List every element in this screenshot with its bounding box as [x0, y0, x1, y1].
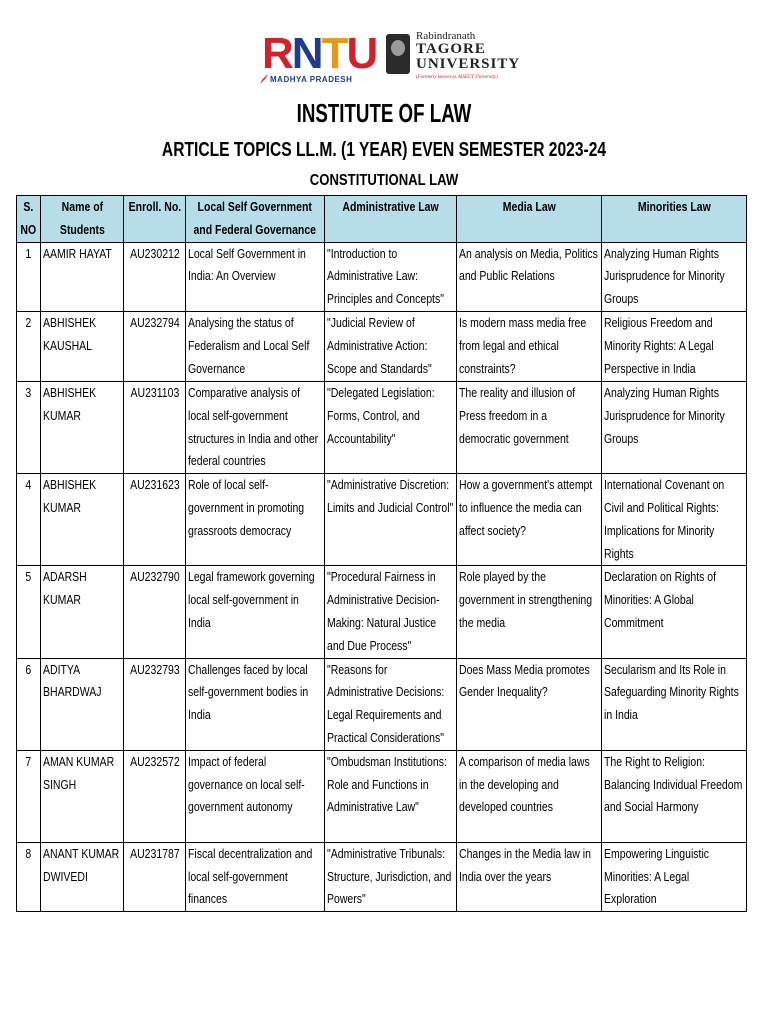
logo-university-name: Rabindranath TAGORE UNIVERSITY (Formerly known as AISECT University): [416, 30, 521, 80]
cell-name: ABHISHEK KUMAR: [41, 474, 124, 566]
portrait-icon: [386, 34, 410, 74]
cell-media-topic: The reality and illusion of Press freedom in a democratic government: [457, 381, 602, 473]
column-header-name: Name of Students: [41, 196, 124, 243]
column-header-enroll: Enroll. No.: [124, 196, 186, 243]
cell-minorities-topic: International Covenant on Civil and Political Rights: Implications for Minority Rights: [602, 474, 747, 566]
cell-name: ANANT KUMAR DWIVEDI: [41, 842, 124, 911]
cell-enroll: AU232790: [124, 566, 186, 658]
cell-media-topic: An analysis on Media, Politics and Public Relations: [457, 242, 602, 311]
cell-minorities-topic: Analyzing Human Rights Jurisprudence for Minority Groups: [602, 242, 747, 311]
pencil-icon: [260, 74, 268, 84]
cell-name: AAMIR HAYAT: [41, 242, 124, 311]
cell-minorities-topic: Empowering Linguistic Minorities: A Legal Exploration: [602, 842, 747, 911]
table-row: [17, 242, 747, 311]
cell-minorities-topic: Declaration on Rights of Minorities: A Global Commitment: [602, 566, 747, 658]
cell-media-topic: Is modern mass media free from legal and ethical constraints?: [457, 311, 602, 381]
cell-enroll: AU232572: [124, 750, 186, 842]
cell-enroll: AU232794: [124, 311, 186, 381]
cell-local-topic: Legal framework governing local self-government in India: [186, 566, 325, 658]
cell-enroll: AU230212: [124, 242, 186, 311]
cell-local-topic: Fiscal decentralization and local self-government finances: [186, 842, 325, 911]
cell-media-topic: Changes in the Media law in India over the years: [457, 842, 602, 911]
university-logo: [258, 28, 526, 90]
cell-media-topic: How a government's attempt to influence the media can affect society?: [457, 474, 602, 566]
cell-media-topic: Role played by the government in strengthening the media: [457, 566, 602, 658]
table-header-row: [17, 196, 747, 243]
section-title: CONSTITUTIONAL LAW: [309, 172, 459, 189]
cell-sno: 2: [17, 311, 41, 381]
cell-local-topic: Analysing the status of Federalism and Local Self Governance: [186, 311, 325, 381]
cell-local-topic: Role of local self-government in promoting grassroots democracy: [186, 474, 325, 566]
column-header-media-law: Media Law: [457, 196, 602, 243]
column-header-administrative-law: Administrative Law: [325, 196, 457, 243]
cell-name: ADITYA BHARDWAJ: [41, 658, 124, 750]
table-row: [17, 381, 747, 473]
cell-local-topic: Local Self Government in India: An Overview: [186, 242, 325, 311]
cell-admin-topic: "Administrative Discretion: Limits and Judicial Control": [325, 474, 457, 566]
cell-sno: 1: [17, 242, 41, 311]
cell-admin-topic: "Ombudsman Institutions: Role and Functions in Administrative Law": [325, 750, 457, 842]
cell-sno: 4: [17, 474, 41, 566]
cell-name: ABHISHEK KUMAR: [41, 381, 124, 473]
cell-minorities-topic: The Right to Religion: Balancing Individual Freedom and Social Harmony: [602, 750, 747, 842]
document-subtitle: ARTICLE TOPICS LL.M. (1 YEAR) EVEN SEMESTER 2023-24: [161, 139, 607, 161]
cell-minorities-topic: Analyzing Human Rights Jurisprudence for Minority Groups: [602, 381, 747, 473]
cell-admin-topic: "Reasons for Administrative Decisions: Legal Requirements and Practical Considerations": [325, 658, 457, 750]
cell-sno: 5: [17, 566, 41, 658]
cell-minorities-topic: Secularism and Its Role in Safeguarding Minority Rights in India: [602, 658, 747, 750]
cell-admin-topic: "Introduction to Administrative Law: Principles and Concepts": [325, 242, 457, 311]
logo-subtitle: MADHYA PRADESH: [270, 75, 353, 84]
cell-name: ABHISHEK KAUSHAL: [41, 311, 124, 381]
cell-admin-topic: "Administrative Tribunals: Structure, Jurisdiction, and Powers": [325, 842, 457, 911]
article-topics-table: [16, 195, 747, 912]
institute-title: INSTITUTE OF LAW: [296, 98, 472, 128]
table-row: [17, 474, 747, 566]
cell-media-topic: A comparison of media laws in the developing and developed countries: [457, 750, 602, 842]
cell-name: AMAN KUMAR SINGH: [41, 750, 124, 842]
cell-local-topic: Comparative analysis of local self-government structures in India and other federal countries: [186, 381, 325, 473]
logo-rntu-text: RNTU: [262, 29, 377, 78]
cell-admin-topic: "Delegated Legislation: Forms, Control, and Accountability": [325, 381, 457, 473]
cell-local-topic: Challenges faced by local self-government bodies in India: [186, 658, 325, 750]
cell-minorities-topic: Religious Freedom and Minority Rights: A Legal Perspective in India: [602, 311, 747, 381]
table-row: [17, 658, 747, 750]
table-row: [17, 311, 747, 381]
cell-sno: 7: [17, 750, 41, 842]
table-row: [17, 842, 747, 911]
cell-admin-topic: "Procedural Fairness in Administrative Decision-Making: Natural Justice and Due Process": [325, 566, 457, 658]
column-header-minorities-law: Minorities Law: [602, 196, 747, 243]
table-row: [17, 750, 747, 842]
cell-sno: 8: [17, 842, 41, 911]
cell-sno: 6: [17, 658, 41, 750]
cell-enroll: AU231103: [124, 381, 186, 473]
cell-enroll: AU232793: [124, 658, 186, 750]
cell-name: ADARSH KUMAR: [41, 566, 124, 658]
cell-local-topic: Impact of federal governance on local self-government autonomy: [186, 750, 325, 842]
cell-admin-topic: "Judicial Review of Administrative Action: Scope and Standards": [325, 311, 457, 381]
cell-enroll: AU231787: [124, 842, 186, 911]
cell-sno: 3: [17, 381, 41, 473]
cell-enroll: AU231623: [124, 474, 186, 566]
column-header-local-self-government: Local Self Government and Federal Governance: [186, 196, 325, 243]
cell-media-topic: Does Mass Media promotes Gender Inequality?: [457, 658, 602, 750]
column-header-sno: S. NO: [17, 196, 41, 243]
table-row: [17, 566, 747, 658]
